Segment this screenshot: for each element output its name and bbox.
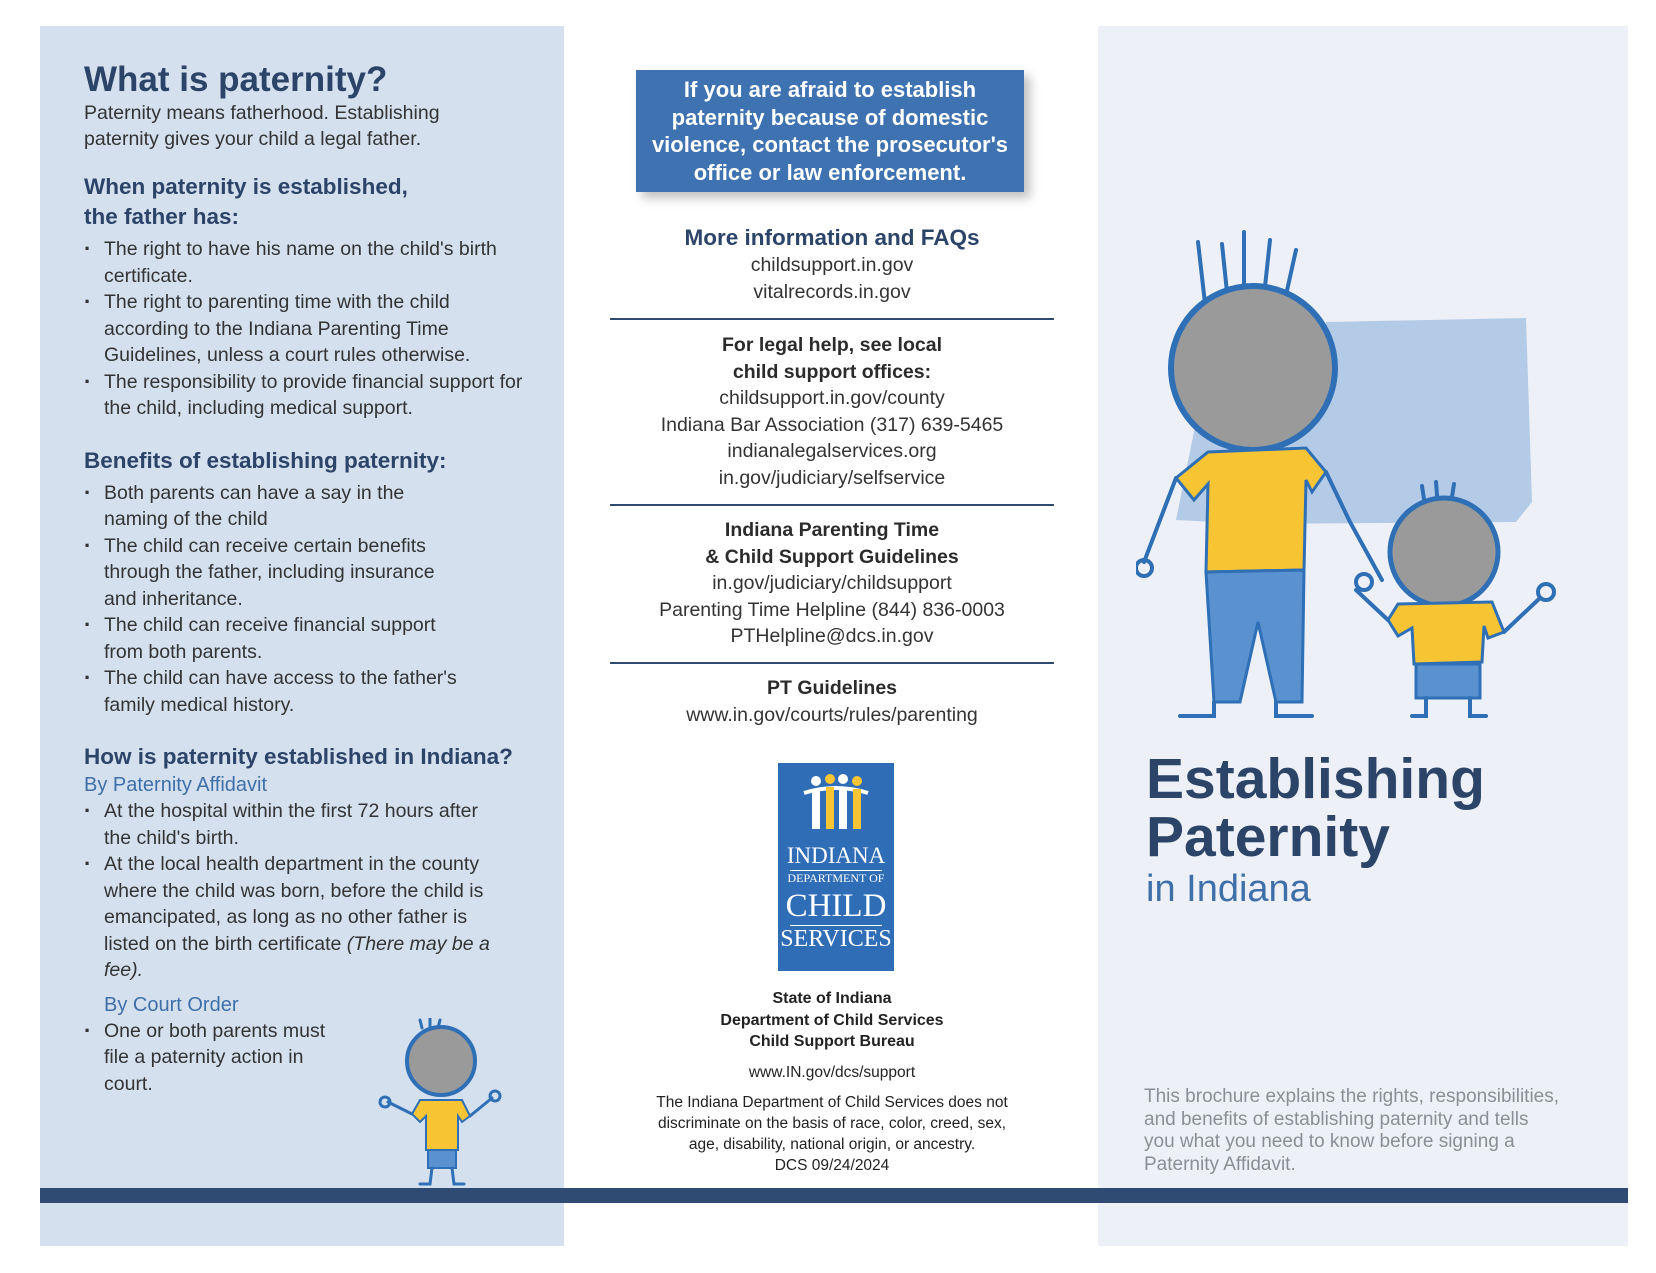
logo-department-of: DEPARTMENT OF <box>787 871 885 885</box>
what-is-paternity-title: What is paternity? <box>84 60 388 99</box>
agency-block <box>610 988 1054 1176</box>
legal-phone: Indiana Bar Association (317) 639-5465 <box>660 413 1004 436</box>
benefits-list <box>84 480 464 719</box>
father-and-child-illustration <box>1136 222 1596 732</box>
list-item: · At the hospital within the first 72 hours after the child's birth. <box>84 798 499 851</box>
title-establishing: Establishing <box>1146 747 1485 811</box>
brochure-title <box>1146 747 1566 912</box>
left-column <box>84 60 534 1097</box>
parenting-time-section <box>610 517 1054 650</box>
father-rights-list <box>84 236 534 422</box>
list-item: · One or both parents must file a paternity action in court. <box>84 1018 354 1098</box>
family-figures-icon <box>800 773 872 835</box>
father-rights-heading: When paternity is established, the father has: <box>84 174 408 229</box>
how-established-heading: How is paternity established in Indiana? <box>84 744 513 769</box>
pt-link[interactable]: in.gov/judiciary/childsupport <box>712 572 952 594</box>
nondiscrimination-disclaimer: The Indiana Department of Child Services does not discriminate on the basis of race, color, creed, sex, age, disability, national origin, or ancestry. <box>656 1093 1008 1153</box>
list-item: · The responsibility to provide financial support for the child, including medical support. <box>84 369 534 422</box>
section-divider <box>610 662 1054 664</box>
legal-heading: For legal help, see local <box>722 334 942 356</box>
list-item: · The child can receive certain benefits through the father, including insurance and inheritance. <box>84 533 464 613</box>
faq-heading: More information and FAQs <box>684 225 980 250</box>
faq-link-vitalrecords[interactable]: vitalrecords.in.gov <box>753 280 911 303</box>
legal-link[interactable]: childsupport.in.gov/county <box>719 387 945 409</box>
bottom-divider-bar <box>40 1188 1628 1203</box>
agency-line: Child Support Bureau <box>749 1033 915 1050</box>
pt-guidelines-section <box>610 675 1054 728</box>
list-item: · The right to have his name on the child's birth certificate. <box>84 236 534 289</box>
court-order-label: By Court Order <box>104 993 239 1016</box>
form-code: DCS 09/24/2024 <box>774 1156 890 1174</box>
legal-link[interactable]: indianalegalservices.org <box>727 440 937 462</box>
small-child-illustration <box>370 1018 510 1188</box>
affidavit-label: By Paternity Affidavit <box>84 774 268 796</box>
title-paternity: Paternity <box>1146 805 1390 869</box>
section-divider <box>610 504 1054 506</box>
list-item: · Both parents can have a say in the naming of the child <box>84 480 464 533</box>
title-in-indiana: in Indiana <box>1146 868 1311 910</box>
ptg-heading: PT Guidelines <box>766 677 898 699</box>
benefits-heading: Benefits of establishing paternity: <box>84 447 447 473</box>
pt-heading: Indiana Parenting Time <box>724 519 940 541</box>
agency-line: State of Indiana <box>772 990 892 1007</box>
list-item <box>84 851 499 984</box>
legal-link[interactable]: in.gov/judiciary/selfservice <box>718 466 946 489</box>
pt-heading: & Child Support Guidelines <box>705 545 959 568</box>
dcs-logo <box>778 763 894 971</box>
faq-link-childsupport[interactable]: childsupport.in.gov <box>750 254 914 276</box>
court-order-list <box>84 1018 354 1098</box>
agency-line: Department of Child Services <box>720 1011 944 1029</box>
legal-heading: child support offices: <box>732 360 932 383</box>
fee-note: (There may be a fee). <box>104 932 490 981</box>
logo-child: CHILD <box>785 888 887 924</box>
pt-helpline: Parenting Time Helpline (844) 836-0003 <box>659 598 1005 621</box>
brochure-description: This brochure explains the rights, responsibilities, and benefits of establishing paternity and tells you what you need to know before signing a Paternity Affidavit. <box>1144 1086 1560 1175</box>
faq-section <box>610 224 1054 305</box>
agency-url[interactable]: www.IN.gov/dcs/support <box>748 1063 916 1081</box>
logo-indiana: INDIANA <box>786 843 886 868</box>
list-item: · The child can receive financial support from both parents. <box>84 612 464 665</box>
list-item-text: At the local health department in the county where the child was born, before the child is emancipated, as long as no other father is listed on the birth certificate <box>104 853 484 955</box>
pt-email[interactable]: PTHelpline@dcs.in.gov <box>730 625 934 647</box>
legal-help-section <box>610 332 1054 491</box>
domestic-violence-alert: If you are afraid to establish paternity because of domestic violence, contact the prosecutor's office or law enforcement. <box>636 70 1024 192</box>
list-item: · The right to parenting time with the child according to the Indiana Parenting Time Guidelines, unless a court rules otherwise. <box>84 289 534 369</box>
ptg-link[interactable]: www.in.gov/courts/rules/parenting <box>686 703 978 726</box>
list-item: · The child can have access to the father's family medical history. <box>84 665 464 718</box>
section-divider <box>610 318 1054 320</box>
affidavit-list <box>84 798 499 984</box>
logo-services: SERVICES <box>780 926 892 952</box>
paternity-intro: Paternity means fatherhood. Establishing paternity gives your child a legal father. <box>84 102 440 150</box>
